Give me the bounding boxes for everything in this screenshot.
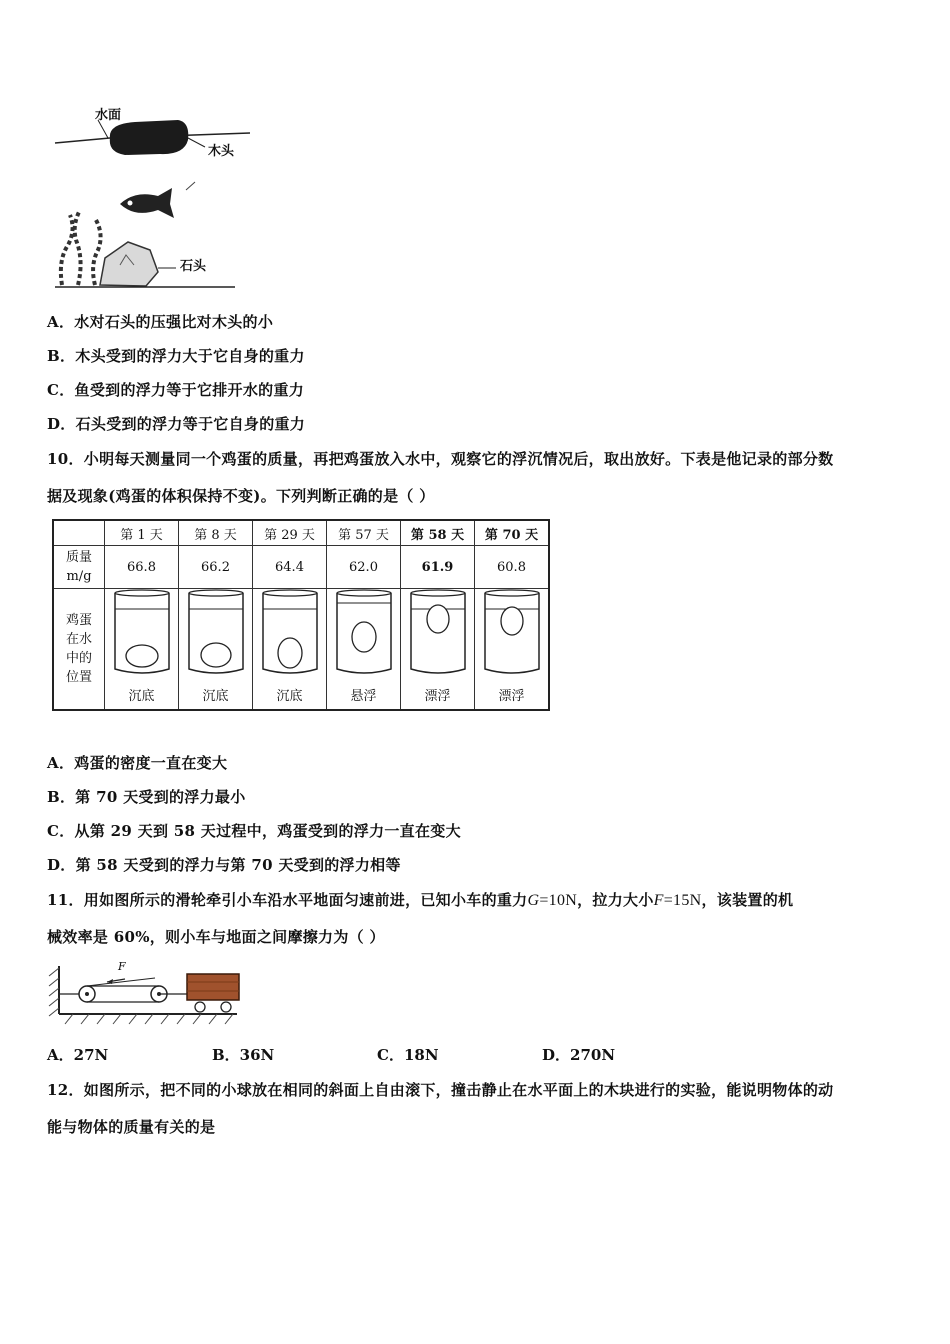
q9-option-b: B．木头受到的浮力大于它自身的重力 xyxy=(47,347,305,365)
q11-stem-text: ，拉力大小 xyxy=(577,891,654,909)
table-row xyxy=(53,546,549,589)
position-header-line: 中的 xyxy=(65,651,92,666)
mass-cell: 64.4 xyxy=(253,546,327,589)
egg-data-table xyxy=(52,519,550,711)
beaker-egg-sunk xyxy=(183,589,249,679)
mass-cell: 60.8 xyxy=(475,546,550,589)
mass-cell: 66.2 xyxy=(179,546,253,589)
position-header-line: 在水 xyxy=(65,632,92,647)
q12-stem-line2: 能与物体的质量有关的是 xyxy=(47,1118,216,1136)
beaker-egg-sunk xyxy=(109,589,175,679)
position-header xyxy=(53,589,105,711)
q10-option-a: A．鸡蛋的密度一直在变大 xyxy=(47,754,228,772)
egg-state: 沉底 xyxy=(202,689,229,704)
day-header: 第 57 天 xyxy=(327,520,401,546)
q9-option-c: C．鱼受到的浮力等于它排开水的重力 xyxy=(47,381,305,399)
day-header: 第 70 天 xyxy=(475,520,550,546)
q11-option-c: C．18N xyxy=(377,1046,439,1064)
table-row xyxy=(53,520,549,546)
q11-stem-text: ，该装置的机 xyxy=(701,891,794,909)
q10-stem-line2: 据及现象(鸡蛋的体积保持不变)。下列判断正确的是（ ） xyxy=(47,487,435,505)
mass-cell: 62.0 xyxy=(327,546,401,589)
day-header: 第 8 天 xyxy=(179,520,253,546)
beaker-egg-suspended xyxy=(331,589,397,679)
q11-stem-line2: 械效率是 60%，则小车与地面之间摩擦力为（ ） xyxy=(47,928,385,946)
mass-header-line1: 质量 xyxy=(65,550,92,565)
q11-stem-line1 xyxy=(47,889,793,910)
label-wood: 木头 xyxy=(208,144,235,159)
beaker-egg-floating xyxy=(405,589,471,679)
q9-option-d: D．石头受到的浮力等于它自身的重力 xyxy=(47,415,306,433)
egg-state: 悬浮 xyxy=(350,689,377,704)
table-corner-cell xyxy=(53,520,105,546)
q10-stem-line1: 10．小明每天测量同一个鸡蛋的质量，再把鸡蛋放入水中，观察它的浮沉情况后，取出放好。下表是他记录的部分数 xyxy=(47,450,834,468)
beaker-egg-sunk xyxy=(257,589,323,679)
egg-state: 沉底 xyxy=(276,689,303,704)
day-header: 第 58 天 xyxy=(401,520,475,546)
q11-option-b: B．36N xyxy=(212,1046,275,1064)
beaker-cell xyxy=(475,589,550,711)
position-header-line: 位置 xyxy=(65,670,92,685)
beaker-cell xyxy=(105,589,179,711)
table-row xyxy=(53,589,549,711)
gravity-symbol: G xyxy=(527,892,540,909)
beaker-cell xyxy=(179,589,253,711)
q11-option-a: A．27N xyxy=(47,1046,109,1064)
q12-stem-line1: 12．如图所示，把不同的小球放在相同的斜面上自由滚下，撞击静止在水平面上的木块进行的实验，能说明物体的动 xyxy=(47,1081,834,1099)
egg-state: 漂浮 xyxy=(424,689,451,704)
mass-header-line2: m/g xyxy=(66,569,92,584)
beaker-cell xyxy=(253,589,327,711)
mass-header xyxy=(53,546,105,589)
force-value: =15N xyxy=(663,892,702,909)
day-header: 第 1 天 xyxy=(105,520,179,546)
egg-state: 漂浮 xyxy=(498,689,525,704)
egg-state: 沉底 xyxy=(128,689,155,704)
figure-force-label: F xyxy=(118,960,126,973)
day-header: 第 29 天 xyxy=(253,520,327,546)
pulley-cart-figure xyxy=(45,958,245,1028)
q10-option-b: B．第 70 天受到的浮力最小 xyxy=(47,788,246,806)
gravity-value: =10N xyxy=(539,892,578,909)
label-water-surface: 水面 xyxy=(95,108,122,123)
beaker-egg-floating xyxy=(479,589,545,679)
position-header-line: 鸡蛋 xyxy=(65,613,92,628)
q9-figure xyxy=(50,100,270,295)
q11-stem-text: 11．用如图所示的滑轮牵引小车沿水平地面匀速前进，已知小车的重力 xyxy=(47,891,528,909)
q11-option-d: D．270N xyxy=(542,1046,616,1064)
label-stone: 石头 xyxy=(180,259,207,274)
mass-cell: 61.9 xyxy=(401,546,475,589)
q10-option-c: C．从第 29 天到 58 天过程中，鸡蛋受到的浮力一直在变大 xyxy=(47,822,461,840)
beaker-cell xyxy=(401,589,475,711)
q9-option-a: A．水对石头的压强比对木头的小 xyxy=(47,313,274,331)
force-symbol: F xyxy=(653,892,664,909)
q10-option-d: D．第 58 天受到的浮力与第 70 天受到的浮力相等 xyxy=(47,856,401,874)
mass-cell: 66.8 xyxy=(105,546,179,589)
beaker-cell xyxy=(327,589,401,711)
